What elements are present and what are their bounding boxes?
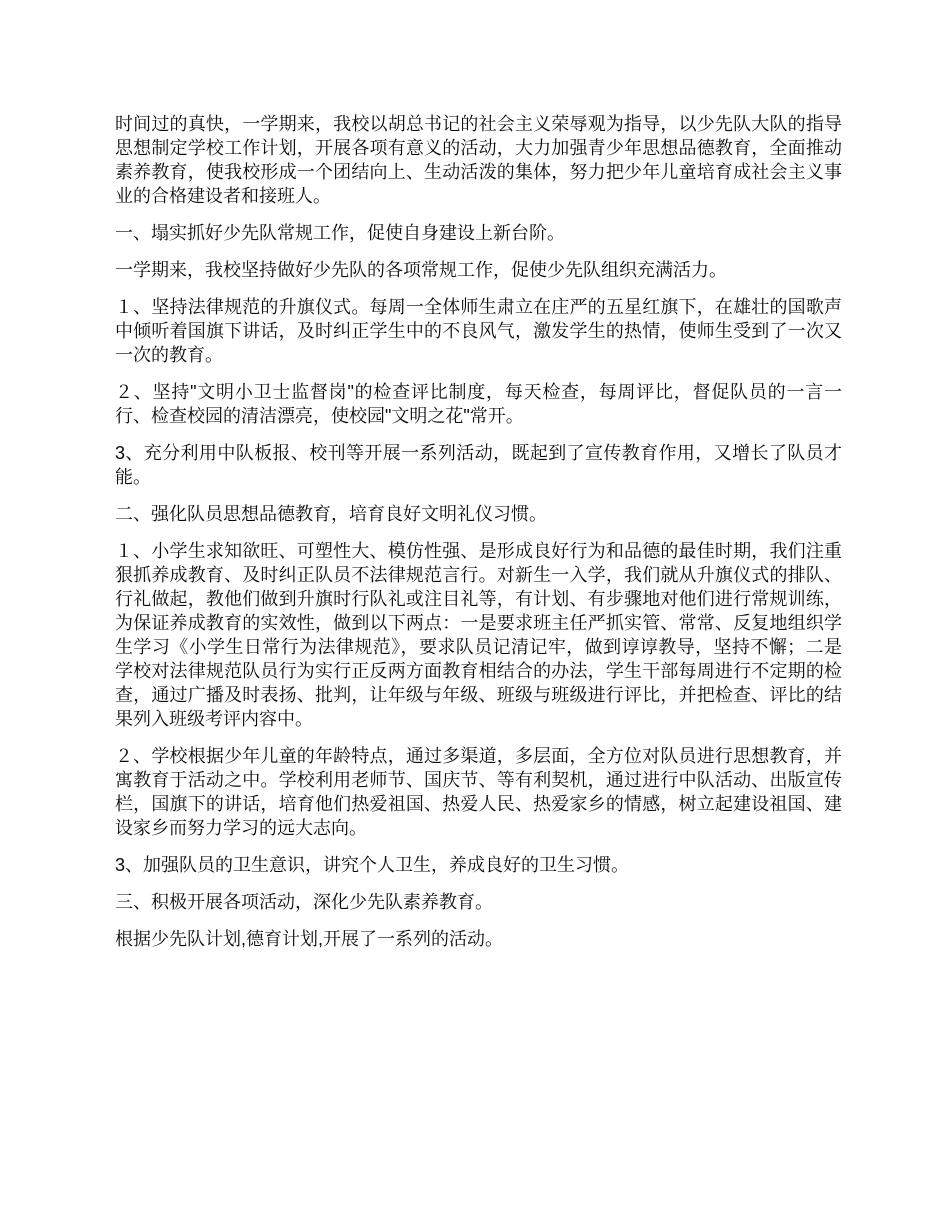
paragraph-intro: 时间过的真快，一学期来，我校以胡总书记的社会主义荣辱观为指导，以少先队大队的指导思想制定学校工作计划，开展各项有意义的活动，大力加强青少年思想品德教育，全面推动素养教育，使我校形成一个团结向上、生动活泼的集体，努力把少年儿童培育成社会主义事业的合格建设者和接班人。 (115, 114, 842, 206)
paragraph-section-1-intro: 一学期来，我校坚持做好少先队的各项常规工作，促使少先队组织充满活力。 (115, 260, 727, 280)
paragraph-section-1-item-1: １、坚持法律规范的升旗仪式。每周一全体师生肃立在庄严的五星红旗下，在雄壮的国歌声中倾听着国旗下讲话，及时纠正学生中的不良风气，激发学生的热情，使师生受到了一次又一次的教育。 (115, 297, 842, 365)
paragraph-section-1-item-3: 3、充分利用中队板报、校刊等开展一系列活动，既起到了宣传教育作用，又增长了队员才能。 (115, 443, 842, 487)
paragraph-section-2-item-3: 3、加强队员的卫生意识，讲究个人卫生，养成良好的卫生习惯。 (115, 855, 630, 875)
paragraph-section-1-item-2: ２、坚持"文明小卫士监督岗"的检查评比制度，每天检查，每周评比，督促队员的一言一行、检查校园的清洁漂亮，使校园"文明之花"常开。 (115, 382, 842, 426)
paragraph-section-3-heading: 三、积极开展各项活动，深化少先队素养教育。 (115, 892, 493, 912)
document-body (115, 112, 842, 964)
paragraph-section-1-heading: 一、塌实抓好少先队常规工作，促使自身建设上新台阶。 (115, 223, 565, 243)
paragraph-section-2-heading: 二、强化队员思想品德教育，培育良好文明礼仪习惯。 (115, 504, 547, 524)
paragraph-section-3-intro: 根据少先队计划,德育计划,开展了一系列的活动。 (115, 929, 503, 949)
paragraph-section-2-item-2: ２、学校根据少年儿童的年龄特点，通过多渠道，多层面，全方位对队员进行思想教育，并寓教育于活动之中。学校利用老师节、国庆节、等有利契机，通过进行中队活动、出版宣传栏，国旗下的讲话，培育他们热爱祖国、热爱人民、热爱家乡的情感，树立起建设祖国、建设家乡而努力学习的远大志向。 (115, 746, 842, 838)
paragraph-section-2-item-1: １、小学生求知欲旺、可塑性大、模仿性强、是形成良好行为和品德的最佳时期，我们注重狠抓养成教育、及时纠正队员不法律规范言行。对新生一入学，我们就从升旗仪式的排队、行礼做起，教他们做到升旗时行队礼或注目礼等，有计划、有步骤地对他们进行常规训练，为保证养成教育的实效性，做到以下两点：一是要求班主任严抓实管、常常、反复地组织学生学习《小学生日常行为法律规范》，要求队员记清记牢，做到谆谆教导，坚持不懈；二是学校对法律规范队员行为实行正反两方面教育相结合的办法，学生干部每周进行不定期的检查，通过广播及时表扬、批判，让年级与年级、班级与班级进行评比，并把检查、评比的结果列入班级考评内容中。 (115, 541, 842, 729)
